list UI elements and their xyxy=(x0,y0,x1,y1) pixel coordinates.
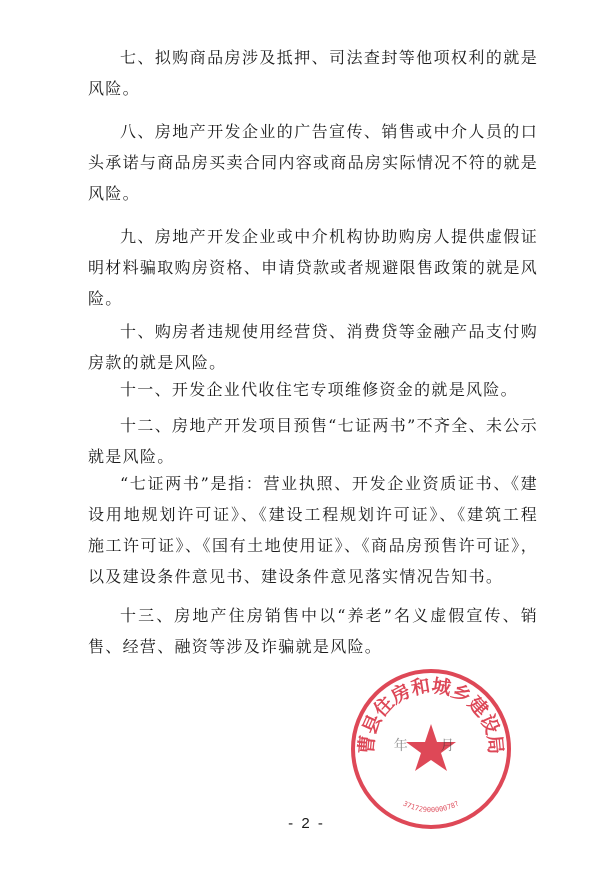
paragraph-13: 十三、房地产住房销售中以“养老”名义虚假宣传、销售、经营、融资等涉及诈骗就是风险。 xyxy=(88,606,538,656)
seal-text: 曹县住房和城乡建设局 xyxy=(355,674,507,756)
paragraph-8: 八、房地产开发企业的广告宣传、销售或中介人员的口头承诺与商品房买卖合同内容或商品房实际情况不符的就是风险。 xyxy=(88,122,538,203)
paragraph-11: 十一、开发企业代收住宅专项维修资金的就是风险。 xyxy=(120,380,518,399)
official-seal xyxy=(346,664,516,834)
seal-number: 3717290000078? xyxy=(401,799,461,815)
paragraph-10: 十、购房者违规使用经营贷、消费贷等金融产品支付购房款的就是风险。 xyxy=(88,322,538,372)
date-fragment: 年 月 xyxy=(393,738,469,754)
paragraph-7: 七、拟购商品房涉及抵押、司法查封等他项权利的就是风险。 xyxy=(88,48,538,98)
paragraph-definition: “七证两书”是指：营业执照、开发企业资质证书、《建设用地规划许可证》、《建设工程规划许可证》、《建筑工程施工许可证》、《国有土地使用证》、《商品房预售许可证》，以及建设条件意见书、建设条件意见落实情况告知书。 xyxy=(88,474,538,586)
paragraph-12: 十二、房地产开发项目预售“七证两书”不齐全、未公示就是风险。 xyxy=(88,416,538,466)
page-number: - 2 - xyxy=(288,815,325,832)
paragraph-9: 九、房地产开发企业或中介机构协助购房人提供虚假证明材料骗取购房资格、申请贷款或者规避限售政策的就是风险。 xyxy=(88,227,538,308)
